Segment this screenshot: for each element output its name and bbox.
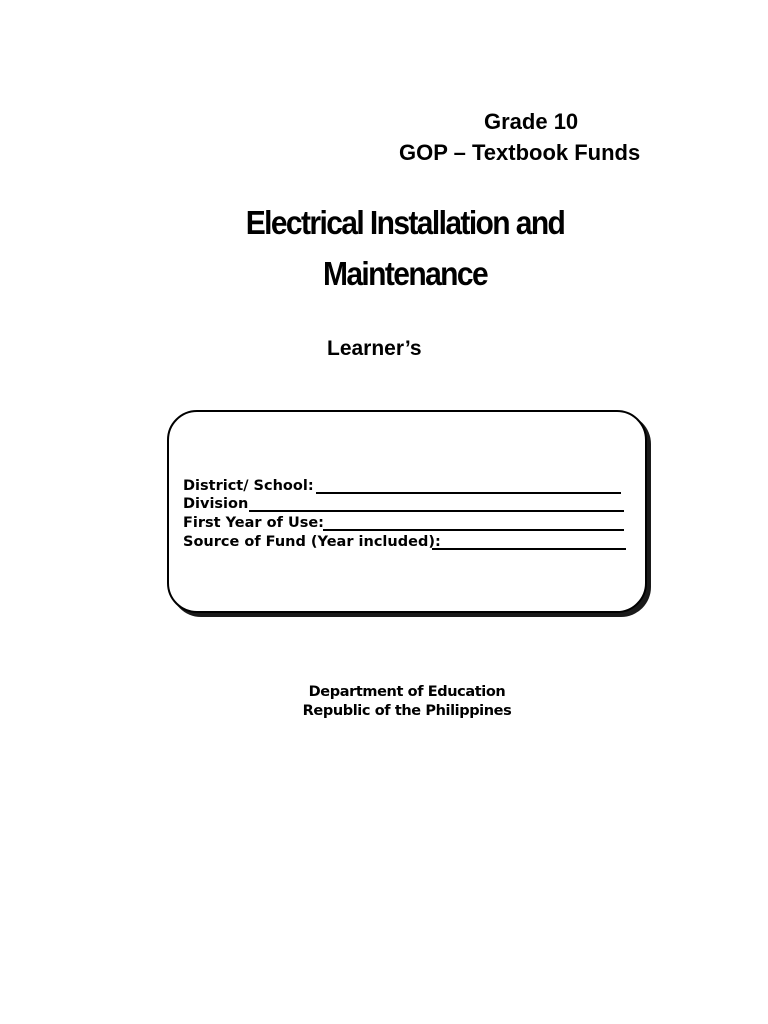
department-of-education: Department of Education	[308, 684, 506, 700]
funds-label: GOP – Textbook Funds	[399, 140, 641, 165]
grade-label: Grade 10	[484, 109, 579, 134]
book-subtitle: Learner’s	[327, 337, 422, 360]
division-blank-line	[249, 510, 624, 512]
first-year-of-use-label: First Year of Use:	[183, 515, 324, 531]
source-of-fund-blank-line	[432, 548, 626, 550]
division-label: Division	[183, 496, 249, 512]
division-field	[183, 495, 248, 513]
district-school-label: District/ School:	[183, 478, 314, 494]
republic-of-the-philippines: Republic of the Philippines	[302, 703, 512, 719]
source-of-fund-field	[183, 533, 441, 551]
first-year-of-use-field	[183, 514, 324, 532]
book-title-line-2: Maintenance	[322, 255, 488, 293]
first-year-of-use-blank-line	[323, 529, 624, 531]
district-school-blank-line	[316, 492, 621, 494]
source-of-fund-label: Source of Fund (Year included):	[183, 534, 441, 550]
district-school-field	[183, 477, 314, 495]
book-title-line-1: Electrical Installation and	[245, 204, 565, 242]
